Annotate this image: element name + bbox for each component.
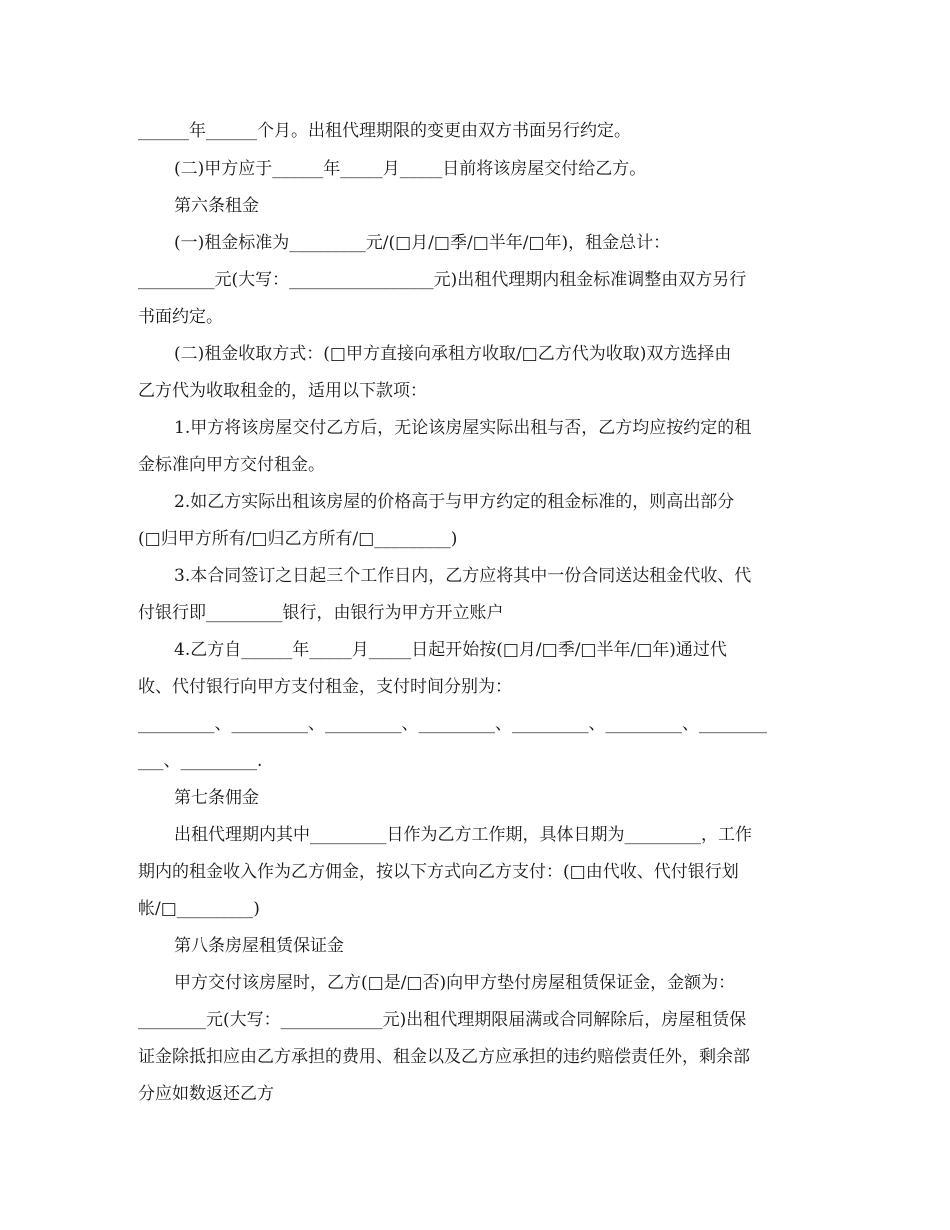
text-line: 1.甲方将该房屋交付乙方后，无论该房屋实际出租与否，乙方均应按约定的租 bbox=[174, 418, 752, 438]
text-line: 期内的租金收入作为乙方佣金，按以下方式向乙方支付：(□由代收、代付银行划 bbox=[138, 862, 739, 882]
text-line: (□归甲方所有/□归乙方所有/□_________) bbox=[138, 529, 458, 549]
text-line: 分应如数返还乙方 bbox=[138, 1084, 274, 1104]
text-line: _________元(大写：_________________元)出租代理期内租金标准调整由双方另行 bbox=[138, 270, 747, 290]
text-line: 3.本合同签订之日起三个工作日内，乙方应将其中一份合同送达租金代收、代 bbox=[174, 566, 752, 586]
text-line: ___、_________. bbox=[138, 751, 263, 771]
text-line: 甲方交付该房屋时，乙方(□是/□否)向甲方垫付房屋租赁保证金，金额为： bbox=[174, 973, 736, 993]
text-line: 帐/□_________) bbox=[138, 899, 260, 919]
text-line: 收、代付银行向甲方支付租金，支付时间分别为： bbox=[138, 677, 512, 697]
text-line: 出租代理期内其中_________日作为乙方工作期，具体日期为_________，工作 bbox=[174, 825, 752, 845]
text-line: 书面约定。 bbox=[138, 307, 223, 327]
text-line: 付银行即_________银行，由银行为甲方开立账户 bbox=[138, 603, 504, 623]
text-line: ______年______个月。出租代理期限的变更由双方书面另行约定。 bbox=[138, 121, 631, 141]
section-heading: 第八条房屋租赁保证金 bbox=[174, 936, 344, 956]
section-heading: 第六条租金 bbox=[174, 196, 259, 216]
text-line: 证金除抵扣应由乙方承担的费用、租金以及乙方应承担的违约赔偿责任外，剩余部 bbox=[138, 1047, 750, 1067]
text-line: (二)租金收取方式：(□甲方直接向承租方收取/□乙方代为收取)双方选择由 bbox=[174, 344, 732, 364]
text-line: (二)甲方应于______年_____月_____日前将该房屋交付给乙方。 bbox=[174, 159, 647, 179]
text-line: ________元(大写：____________元)出租代理期限届满或合同解除后，房屋租赁保 bbox=[138, 1010, 747, 1030]
text-line: 4.乙方自______年_____月_____日起开始按(□月/□季/□半年/□年)通过代 bbox=[174, 640, 727, 660]
text-line: (一)租金标准为_________元/(□月/□季/□半年/□年)，租金总计： bbox=[174, 233, 671, 253]
text-line: 2.如乙方实际出租该房屋的价格高于与甲方约定的租金标准的，则高出部分 bbox=[174, 492, 735, 512]
section-heading: 第七条佣金 bbox=[174, 788, 259, 808]
text-line: _________、_________、_________、_________、_________、_________、________ bbox=[138, 714, 767, 734]
text-line: 金标准向甲方交付租金。 bbox=[138, 455, 325, 475]
text-line: 乙方代为收取租金的，适用以下款项： bbox=[138, 381, 427, 401]
